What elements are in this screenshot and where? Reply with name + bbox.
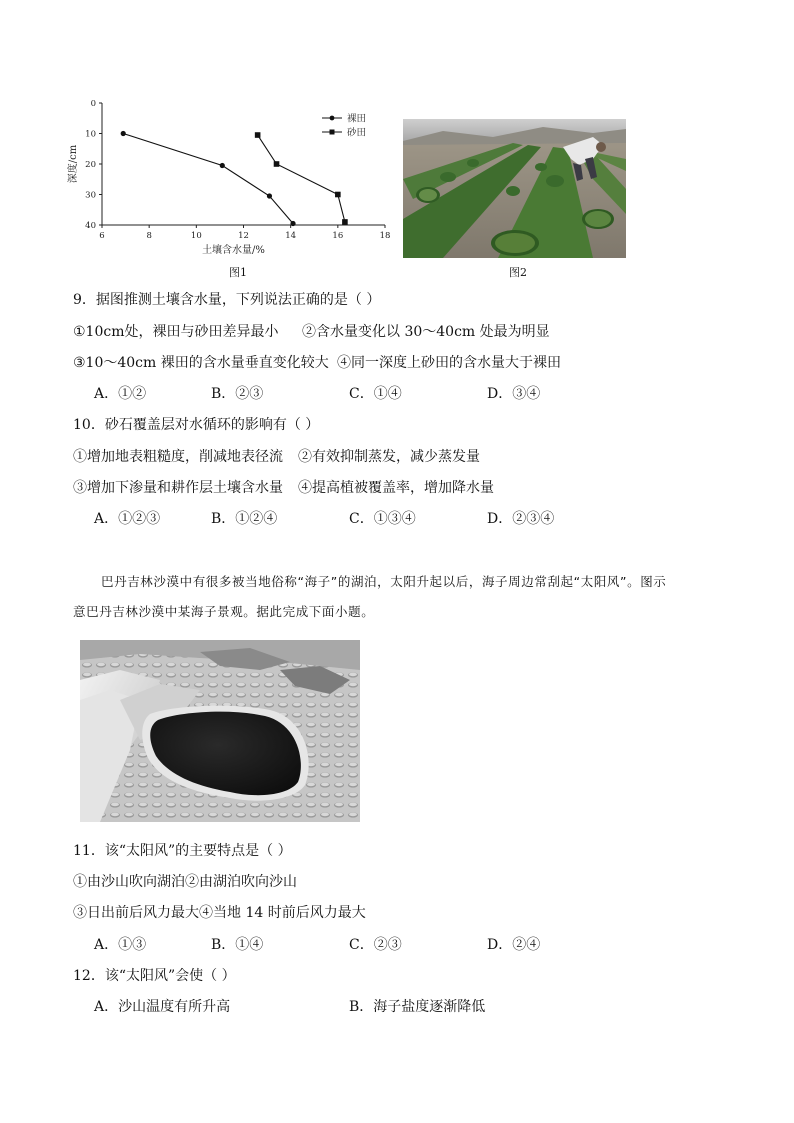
y-tick-label: 30 bbox=[85, 190, 96, 201]
data-point-circle bbox=[121, 131, 126, 136]
question-9-stem: 9．据图推测土壤含水量，下列说法正确的是（ ） bbox=[73, 292, 381, 308]
question-10-statement-3: ③增加下渗量和耕作层土壤含水量 bbox=[73, 480, 283, 496]
question-11-option-a: A．①③ bbox=[94, 937, 147, 953]
question-9-statement-1: ①10cm处，裸田与砂田差异最小 bbox=[73, 324, 279, 340]
y-tick-label: 40 bbox=[85, 221, 96, 231]
x-axis-label: 土壤含水量/% bbox=[202, 245, 265, 256]
question-9-option-a: A．①② bbox=[94, 386, 147, 402]
question-9-statement-2: ②含水量变化以 30～40cm 处最为明显 bbox=[302, 324, 550, 340]
question-11-line-1: ①由沙山吹向湖泊②由湖泊吹向沙山 bbox=[73, 874, 297, 890]
question-11-option-d: D．②④ bbox=[487, 937, 541, 953]
x-tick-label: 8 bbox=[146, 231, 152, 241]
passage-line-1: 巴丹吉林沙漠中有很多被当地俗称“海子”的湖泊，太阳升起以后，海子周边常刮起“太阳风”。图示 bbox=[101, 574, 667, 589]
question-10-option-d: D．②③④ bbox=[487, 511, 555, 527]
data-point-circle bbox=[267, 193, 272, 198]
data-point-square bbox=[274, 161, 280, 167]
question-10-option-b: B．①②④ bbox=[211, 511, 278, 527]
question-9-option-d: D．③④ bbox=[487, 386, 541, 402]
question-9-statement-4: ④同一深度上砂田的含水量大于裸田 bbox=[337, 355, 561, 371]
question-9-option-c: C．①④ bbox=[349, 386, 402, 402]
question-10-statement-2: ②有效抑制蒸发，减少蒸发量 bbox=[298, 449, 480, 465]
y-tick-label: 20 bbox=[85, 160, 96, 170]
x-tick-label: 12 bbox=[238, 231, 249, 241]
y-tick-label: 0 bbox=[90, 99, 96, 109]
data-point-square bbox=[255, 132, 261, 138]
data-point-square bbox=[342, 219, 348, 225]
legend-marker-circle bbox=[330, 116, 335, 121]
question-11-stem: 11．该“太阳风”的主要特点是（ ） bbox=[73, 843, 292, 859]
question-10-option-a: A．①②③ bbox=[94, 511, 161, 527]
question-11-option-c: C．②③ bbox=[349, 937, 402, 953]
y-axis-label: 深度/cm bbox=[68, 144, 79, 184]
legend-marker-square bbox=[330, 130, 335, 135]
question-10-option-c: C．①③④ bbox=[349, 511, 416, 527]
x-tick-label: 6 bbox=[99, 231, 105, 241]
x-tick-label: 18 bbox=[379, 231, 391, 241]
data-point-circle bbox=[290, 221, 295, 226]
series-line-2 bbox=[258, 135, 345, 222]
figure2-caption: 图2 bbox=[509, 266, 527, 279]
question-11-line-2: ③日出前后风力最大④当地 14 时前后风力最大 bbox=[73, 905, 366, 921]
question-12-stem: 12．该“太阳风”会使（ ） bbox=[73, 968, 236, 984]
series-line-1 bbox=[123, 134, 293, 224]
legend-label: 裸田 bbox=[347, 113, 367, 125]
question-11-option-b: B．①④ bbox=[211, 937, 264, 953]
watermelon-field-photo bbox=[403, 119, 626, 258]
x-tick-label: 10 bbox=[190, 231, 202, 241]
question-10-stem: 10．砂石覆盖层对水循环的影响有（ ） bbox=[73, 417, 320, 433]
data-point-square bbox=[335, 192, 341, 198]
question-9-statement-3: ③10～40cm 裸田的含水量垂直变化较大 bbox=[73, 355, 329, 371]
question-10-statement-1: ①增加地表粗糙度，削减地表径流 bbox=[73, 449, 283, 465]
question-9-option-b: B．②③ bbox=[211, 386, 264, 402]
question-12-option-a: A．沙山温度有所升高 bbox=[94, 999, 231, 1015]
question-10-statement-4: ④提高植被覆盖率，增加降水量 bbox=[298, 480, 494, 496]
legend-label: 砂田 bbox=[347, 127, 367, 139]
soil-moisture-chart bbox=[60, 92, 400, 272]
question-12-option-b: B．海子盐度逐渐降低 bbox=[349, 999, 486, 1015]
y-tick-label: 10 bbox=[85, 129, 96, 140]
desert-lake-photo bbox=[80, 640, 360, 822]
x-tick-label: 14 bbox=[285, 231, 297, 241]
passage-line-2: 意巴丹吉林沙漠中某海子景观。据此完成下面小题。 bbox=[73, 604, 375, 619]
figure1-caption: 图1 bbox=[229, 266, 247, 279]
x-tick-label: 16 bbox=[332, 231, 344, 241]
data-point-circle bbox=[220, 163, 225, 168]
